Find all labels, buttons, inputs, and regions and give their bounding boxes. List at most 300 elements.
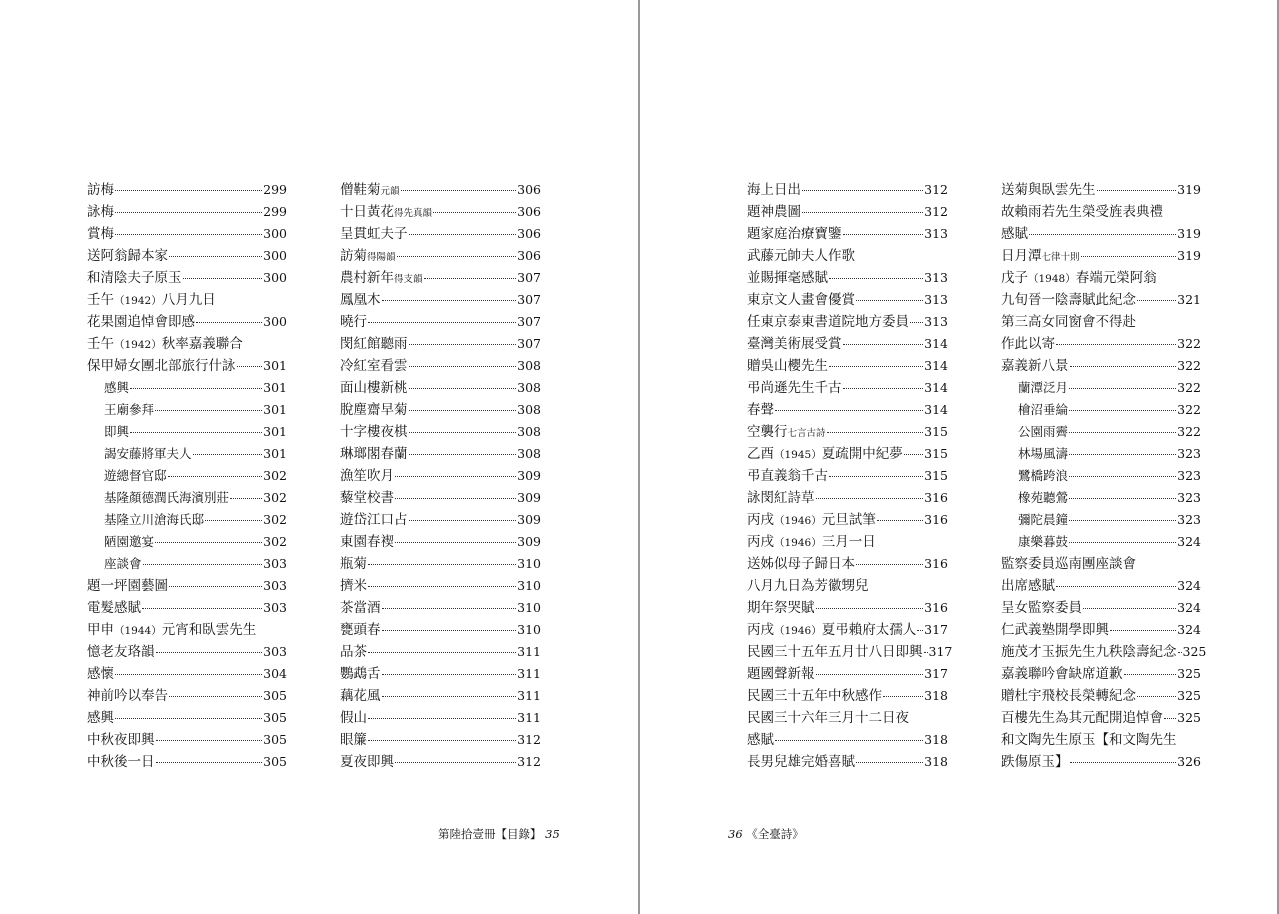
dot-leader [1029, 233, 1176, 235]
toc-entry [340, 707, 541, 729]
entry-title: 謁安藤將軍夫人 [104, 446, 192, 461]
dot-leader [816, 673, 924, 675]
entry-page-number: 301 [263, 358, 287, 373]
dot-leader [155, 541, 262, 543]
entry-page-number: 310 [517, 600, 541, 615]
entry-title: 陋園邀宴 [104, 534, 155, 549]
dot-leader [1069, 475, 1176, 477]
entry-title: 題一坪園藝圖 [87, 578, 168, 594]
entry-title: 鸚鵡舌 [340, 666, 381, 682]
entry-title: 和清陰夫子原玉 [87, 270, 182, 286]
entry-title: 林場風濤 [1018, 446, 1069, 461]
entry-title: 甲申（1944）元宵和臥雲先生 [87, 622, 257, 638]
toc-entry [340, 223, 541, 245]
entry-title: 空襲行七言古詩 [747, 424, 826, 440]
dot-leader [130, 387, 262, 389]
entry-page-number: 300 [263, 314, 287, 329]
toc-entry [87, 509, 287, 531]
dot-leader [409, 387, 517, 389]
entry-title: 感興 [87, 710, 114, 726]
toc-entry [747, 487, 948, 509]
dot-leader [368, 717, 516, 719]
dot-leader [1137, 299, 1176, 301]
dot-leader [843, 343, 924, 345]
entry-title: 脫塵齋早菊 [340, 402, 408, 418]
entry-title: 品茶 [340, 644, 367, 660]
dot-leader [382, 695, 517, 697]
dot-leader [401, 189, 517, 191]
toc-entry [340, 421, 541, 443]
dot-leader [1083, 607, 1176, 609]
entry-title: 冷紅室看雲 [340, 358, 408, 374]
dot-leader [1178, 651, 1182, 653]
toc-entry [340, 399, 541, 421]
dot-leader [395, 475, 516, 477]
dot-leader [237, 365, 263, 367]
dot-leader [397, 255, 517, 257]
entry-title: 訪菊得陽韻 [340, 248, 396, 264]
toc-entry [87, 399, 287, 421]
toc-entry [87, 685, 287, 707]
entry-page-number: 308 [517, 446, 541, 461]
entry-page-number: 305 [263, 754, 287, 769]
entry-title: 茶當酒 [340, 600, 381, 616]
dot-leader [382, 299, 517, 301]
dot-leader [409, 365, 517, 367]
toc-entry [1001, 377, 1201, 399]
entry-title: 花果園追悼會即感 [87, 314, 195, 330]
toc-entry [1001, 245, 1201, 267]
entry-title: 丙戌（1946）三月一日 [747, 534, 876, 550]
toc-entry [747, 751, 948, 773]
toc-entry [340, 333, 541, 355]
entry-title: 感賦 [747, 732, 774, 748]
entry-title: 題國聲新報 [747, 666, 815, 682]
toc-entry [87, 531, 287, 553]
entry-title: 檜沼垂綸 [1018, 402, 1069, 417]
dot-leader [816, 497, 924, 499]
dot-leader [368, 739, 516, 741]
dot-leader [142, 607, 262, 609]
entry-page-number: 315 [924, 446, 948, 461]
entry-title: 座談會 [104, 556, 142, 571]
entry-page-number: 323 [1177, 512, 1201, 527]
dot-leader [155, 409, 262, 411]
toc-entry [747, 729, 948, 751]
toc-entry [1001, 509, 1201, 531]
entry-title: 百樓先生為其元配開追悼會 [1001, 710, 1163, 726]
dot-leader [409, 409, 517, 411]
toc-entry [1001, 487, 1201, 509]
entry-page-number: 311 [517, 666, 541, 681]
toc-entry [747, 597, 948, 619]
entry-page-number: 303 [263, 578, 287, 593]
entry-title: 民國三十五年五月廿八日即興 [747, 644, 923, 660]
toc-entry [87, 377, 287, 399]
dot-leader [1069, 431, 1176, 433]
toc-entry [340, 289, 541, 311]
entry-page-number: 308 [517, 358, 541, 373]
entry-page-number: 308 [517, 380, 541, 395]
dot-leader [130, 431, 262, 433]
toc-entry [747, 179, 948, 201]
entry-title: 即興 [104, 424, 130, 439]
toc-entry [340, 597, 541, 619]
dot-leader [1069, 541, 1176, 543]
toc-entry [747, 201, 948, 223]
entry-title: 送姊似母子歸日本 [747, 556, 855, 572]
entry-page-number: 312 [924, 204, 948, 219]
entry-title: 感興 [104, 380, 130, 395]
entry-page-number: 316 [924, 490, 948, 505]
entry-page-number: 317 [924, 666, 948, 681]
entry-page-number: 325 [1177, 688, 1201, 703]
entry-page-number: 302 [263, 490, 287, 505]
entry-page-number: 304 [263, 666, 287, 681]
entry-title: 海上日出 [747, 182, 801, 198]
dot-leader [230, 497, 262, 499]
dot-leader [1070, 365, 1177, 367]
entry-title: 民國三十五年中秋感作 [747, 688, 882, 704]
dot-leader [1110, 629, 1176, 631]
entry-title: 弔直義翁千古 [747, 468, 828, 484]
toc-entry [340, 487, 541, 509]
dot-leader [843, 387, 924, 389]
toc-entry [1001, 179, 1201, 201]
footer-title: 《全臺詩》 [746, 827, 804, 841]
entry-page-number: 309 [517, 512, 541, 527]
entry-page-number: 324 [1177, 622, 1201, 637]
entry-title: 琳瑯閣春蘭 [340, 446, 408, 462]
dot-leader [409, 233, 517, 235]
entry-title: 十日黃花得先真韻 [340, 204, 433, 220]
entry-page-number: 322 [1177, 336, 1201, 351]
dot-leader [829, 365, 923, 367]
dot-leader [196, 321, 262, 323]
toc-entry [340, 311, 541, 333]
dot-leader [368, 563, 516, 565]
toc-entry [747, 531, 948, 553]
entry-page-number: 302 [263, 468, 287, 483]
toc-entry [747, 311, 948, 333]
dot-leader [1069, 409, 1176, 411]
toc-entry [747, 443, 948, 465]
entry-page-number: 314 [924, 380, 948, 395]
entry-page-number: 323 [1177, 446, 1201, 461]
dot-leader [856, 761, 923, 763]
entry-title: 中秋後一日 [87, 754, 155, 770]
toc-entry [747, 553, 948, 575]
toc-entry [1001, 333, 1201, 355]
dot-leader [382, 629, 517, 631]
entry-title: 任東京泰東書道院地方委員 [747, 314, 909, 330]
toc-entry [1001, 443, 1201, 465]
entry-title: 眼簾 [340, 732, 367, 748]
dot-leader [1164, 717, 1176, 719]
entry-page-number: 307 [517, 270, 541, 285]
entry-title: 鳳凰木 [340, 292, 381, 308]
entry-title: 面山樓新桃 [340, 380, 408, 396]
toc-entry [1001, 267, 1201, 289]
entry-title: 彌陀晨鐘 [1018, 512, 1069, 527]
entry-title: 呈貫虹夫子 [340, 226, 408, 242]
entry-page-number: 300 [263, 248, 287, 263]
entry-page-number: 300 [263, 226, 287, 241]
toc-entry [340, 553, 541, 575]
entry-title: 遊岱江口占 [340, 512, 408, 528]
toc-entry [1001, 399, 1201, 421]
right-page [640, 0, 1279, 914]
entry-page-number: 319 [1177, 226, 1201, 241]
dot-leader [877, 519, 923, 521]
entry-title: 藜堂校書 [340, 490, 394, 506]
entry-title: 康樂暮鼓 [1018, 534, 1069, 549]
toc-entry [87, 663, 287, 685]
toc-entry [747, 333, 948, 355]
dot-leader [193, 453, 263, 455]
entry-title: 公園雨霽 [1018, 424, 1069, 439]
toc-entry [340, 575, 541, 597]
entry-page-number: 316 [924, 512, 948, 527]
dot-leader [1056, 585, 1176, 587]
dot-leader [775, 739, 923, 741]
entry-page-number: 301 [263, 446, 287, 461]
entry-page-number: 314 [924, 336, 948, 351]
dot-leader [382, 673, 517, 675]
entry-title: 戊子（1948）春端元榮阿翁 [1001, 270, 1157, 286]
toc-entry [747, 707, 948, 729]
entry-page-number: 309 [517, 534, 541, 549]
entry-title: 基隆立川滄海氏邸 [104, 512, 205, 527]
dot-leader [827, 431, 924, 433]
left-page [0, 0, 638, 914]
dot-leader [856, 563, 923, 565]
dot-leader [205, 519, 262, 521]
entry-page-number: 317 [924, 622, 948, 637]
entry-title: 弔尚遜先生千古 [747, 380, 842, 396]
dot-leader [169, 695, 262, 697]
toc-entry [340, 619, 541, 641]
entry-page-number: 312 [517, 732, 541, 747]
entry-title: 十字樓夜棋 [340, 424, 408, 440]
entry-title: 臺灣美術展受賞 [747, 336, 842, 352]
entry-page-number: 325 [1177, 710, 1201, 725]
toc-entry [340, 685, 541, 707]
entry-page-number: 316 [924, 600, 948, 615]
entry-title: 贈杜宇飛校長榮轉紀念 [1001, 688, 1136, 704]
dot-leader [169, 255, 262, 257]
dot-leader [168, 475, 263, 477]
toc-entry [747, 289, 948, 311]
entry-page-number: 314 [924, 358, 948, 373]
entry-page-number: 306 [517, 204, 541, 219]
toc-entry [1001, 201, 1201, 223]
entry-title: 鷺橋跨浪 [1018, 468, 1069, 483]
entry-title: 憶老友珞韻 [87, 644, 155, 660]
dot-leader [883, 695, 923, 697]
toc-entry [1001, 531, 1201, 553]
entry-page-number: 306 [517, 226, 541, 241]
entry-page-number: 326 [1177, 754, 1201, 769]
entry-page-number: 311 [517, 710, 541, 725]
toc-entry [1001, 729, 1201, 751]
dot-leader [156, 651, 263, 653]
entry-page-number: 308 [517, 402, 541, 417]
dot-leader [917, 629, 923, 631]
dot-leader [395, 541, 516, 543]
entry-note: 得先真韻 [394, 208, 433, 219]
entry-title: 嘉義聯吟會缺席道歉 [1001, 666, 1123, 682]
toc-entry [747, 223, 948, 245]
entry-title: 出席感賦 [1001, 578, 1055, 594]
toc-entry [747, 245, 948, 267]
toc-entry [1001, 223, 1201, 245]
dot-leader [802, 189, 923, 191]
entry-note: 七律十則 [1041, 252, 1080, 263]
dot-leader [115, 189, 262, 191]
dot-leader [395, 497, 516, 499]
toc-entry [1001, 597, 1201, 619]
toc-entry [87, 553, 287, 575]
toc-entry [87, 575, 287, 597]
entry-title: 監察委員巡南團座談會 [1001, 556, 1136, 572]
entry-page-number: 323 [1177, 468, 1201, 483]
page-footer-right [728, 826, 804, 842]
dot-leader [910, 321, 923, 323]
dot-leader [424, 277, 517, 279]
entry-title: 九旬晉一陰壽賦此紀念 [1001, 292, 1136, 308]
entry-title: 訪梅 [87, 182, 114, 198]
dot-leader [856, 299, 923, 301]
toc-column-right-1 [747, 179, 953, 773]
dot-leader [368, 585, 516, 587]
entry-page-number: 314 [924, 402, 948, 417]
dot-leader [156, 739, 263, 741]
entry-page-number: 313 [924, 270, 948, 285]
entry-page-number: 308 [517, 424, 541, 439]
dot-leader [924, 651, 928, 653]
toc-entry [1001, 289, 1201, 311]
entry-title: 丙戌（1946）元旦試筆 [747, 512, 876, 528]
entry-title: 王廟參拜 [104, 402, 155, 417]
entry-page-number: 316 [924, 556, 948, 571]
entry-title: 題家庭治療寶鑒 [747, 226, 842, 242]
toc-entry [1001, 421, 1201, 443]
toc-entry [340, 267, 541, 289]
toc-entry [1001, 751, 1201, 773]
toc-entry [747, 377, 948, 399]
entry-page-number: 312 [924, 182, 948, 197]
entry-title: 基隆顏德潤氏海濱別莊 [104, 490, 230, 505]
dot-leader [1056, 343, 1176, 345]
toc-entry [340, 443, 541, 465]
entry-title: 感懷 [87, 666, 114, 682]
entry-page-number: 309 [517, 490, 541, 505]
entry-title: 壬午（1942）秋率嘉義聯合 [87, 336, 243, 352]
entry-page-number: 315 [924, 468, 948, 483]
toc-entry [1001, 707, 1201, 729]
page-footer-left [438, 826, 560, 842]
dot-leader [382, 607, 517, 609]
entry-page-number: 318 [924, 688, 948, 703]
entry-title: 電髮感賦 [87, 600, 141, 616]
toc-entry [747, 355, 948, 377]
entry-page-number: 318 [924, 732, 948, 747]
toc-entry [340, 377, 541, 399]
entry-page-number: 310 [517, 622, 541, 637]
dot-leader [1069, 519, 1176, 521]
dot-leader [115, 717, 262, 719]
entry-page-number: 322 [1177, 380, 1201, 395]
toc-entry [747, 465, 948, 487]
toc-entry [87, 751, 287, 773]
toc-entry [87, 641, 287, 663]
entry-page-number: 312 [517, 754, 541, 769]
entry-note: 元韻 [380, 186, 400, 197]
entry-note: 得陽韻 [367, 252, 396, 263]
entry-page-number: 319 [1177, 182, 1201, 197]
toc-entry [340, 509, 541, 531]
entry-title: 期年祭哭賦 [747, 600, 815, 616]
dot-leader [802, 211, 923, 213]
entry-title: 神前吟以奉告 [87, 688, 168, 704]
toc-entry [340, 663, 541, 685]
dot-leader [409, 431, 517, 433]
entry-title: 東園春褉 [340, 534, 394, 550]
entry-page-number: 305 [263, 732, 287, 747]
entry-title: 農村新年得支韻 [340, 270, 423, 286]
entry-title: 春聲 [747, 402, 774, 418]
dot-leader [829, 277, 923, 279]
toc-entry [87, 707, 287, 729]
toc-entry [87, 465, 287, 487]
dot-leader [816, 607, 924, 609]
entry-title: 瓶菊 [340, 556, 367, 572]
entry-title: 丙戌（1946）夏弔賴府太孺人 [747, 622, 917, 638]
entry-title: 東京文人畫會優賞 [747, 292, 855, 308]
toc-entry [1001, 553, 1201, 575]
entry-page-number: 324 [1177, 600, 1201, 615]
toc-entry [87, 289, 287, 311]
entry-title: 中秋夜即興 [87, 732, 155, 748]
toc-entry [1001, 641, 1207, 663]
entry-page-number: 324 [1177, 534, 1201, 549]
dot-leader [115, 233, 262, 235]
entry-page-number: 302 [263, 512, 287, 527]
entry-title: 賞梅 [87, 226, 114, 242]
toc-entry [340, 465, 541, 487]
entry-title: 施茂才玉振先生九秩陰壽紀念 [1001, 644, 1177, 660]
toc-entry [1001, 619, 1201, 641]
toc-entry [340, 729, 541, 751]
entry-title: 八月九日為芳徽甥兒 [747, 578, 869, 594]
entry-page-number: 323 [1177, 490, 1201, 505]
toc-entry [87, 311, 287, 333]
entry-page-number: 305 [263, 710, 287, 725]
entry-title: 武藤元帥夫人作歌 [747, 248, 855, 264]
entry-title: 贈吳山櫻先生 [747, 358, 828, 374]
entry-page-number: 303 [263, 600, 287, 615]
entry-note: 得支韻 [394, 274, 423, 285]
toc-entry [340, 751, 541, 773]
entry-page-number: 300 [263, 270, 287, 285]
entry-note: 七言古詩 [787, 428, 826, 439]
entry-page-number: 322 [1177, 402, 1201, 417]
toc-entry [87, 245, 287, 267]
toc-entry [747, 641, 953, 663]
entry-page-number: 302 [263, 534, 287, 549]
entry-page-number: 307 [517, 336, 541, 351]
